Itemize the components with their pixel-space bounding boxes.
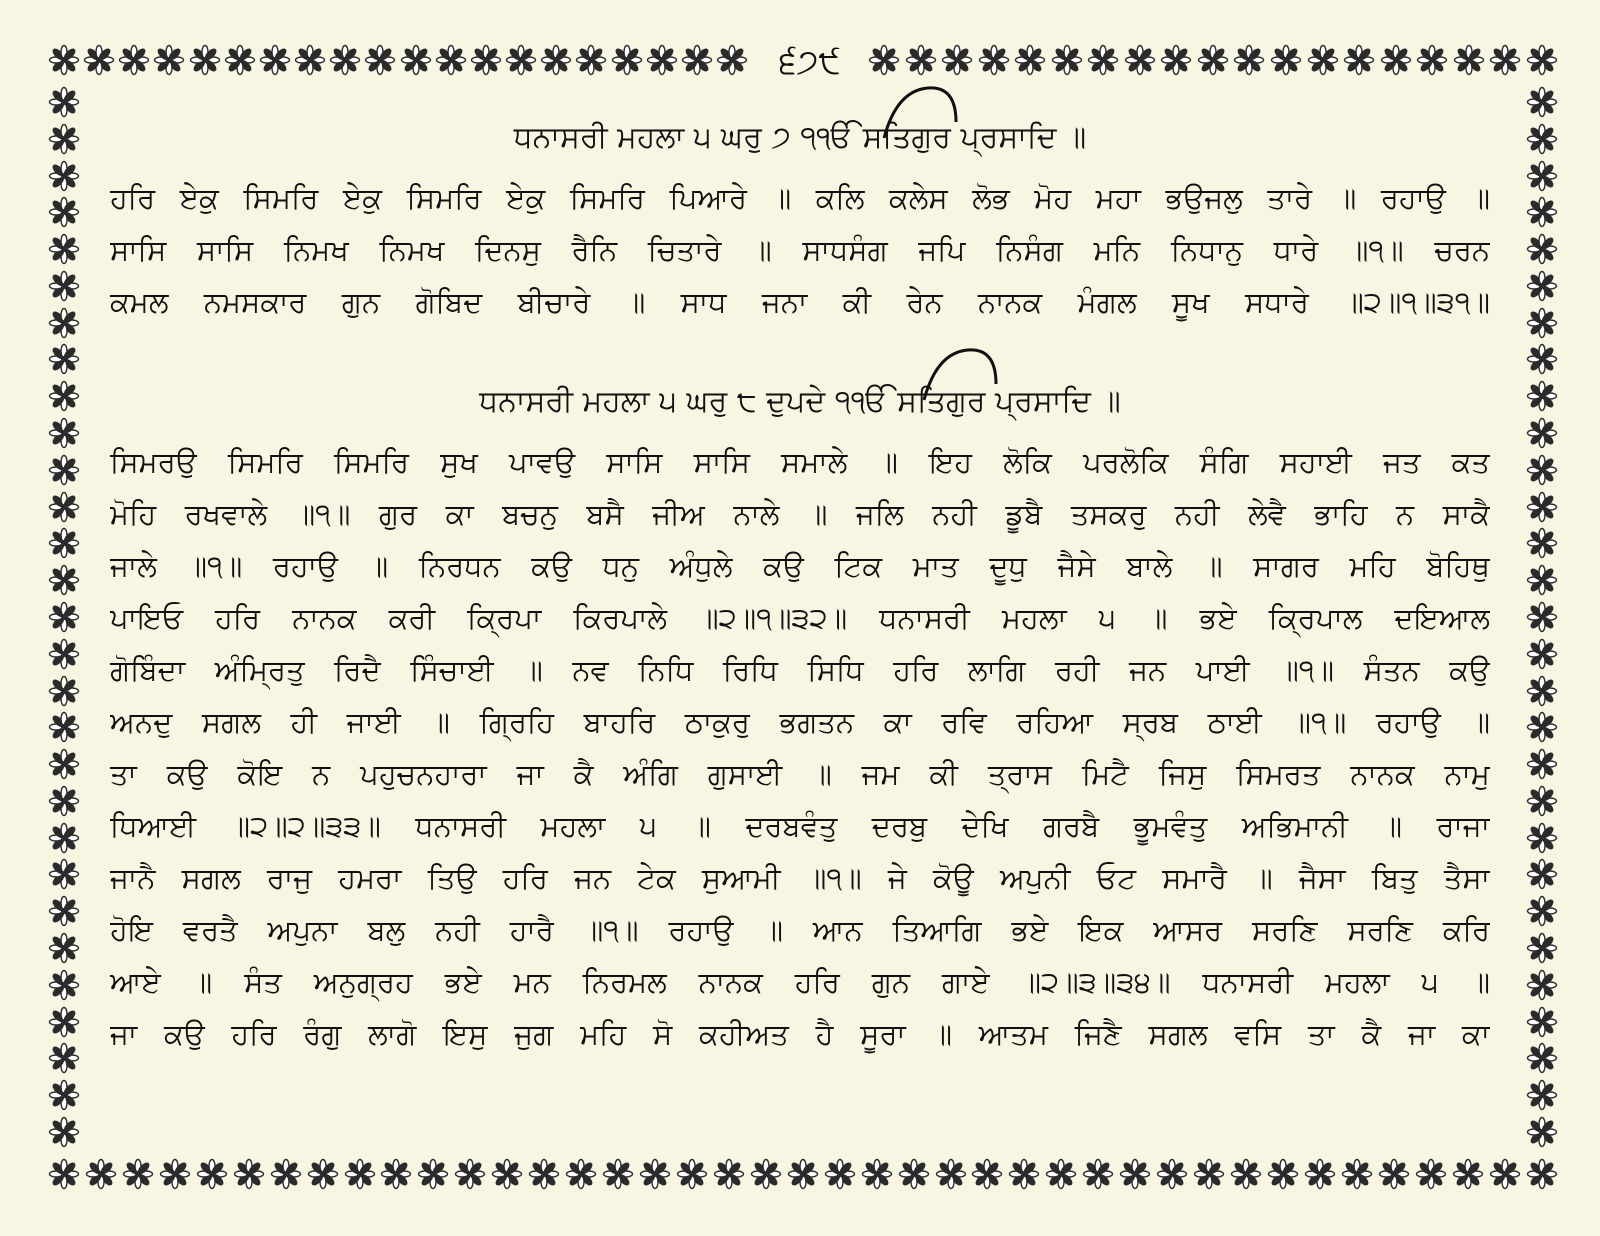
floral-border-icon: [1526, 491, 1558, 523]
floral-border-icon: [48, 86, 80, 118]
floral-border-icon: [602, 1158, 634, 1190]
floral-border-icon: [83, 44, 115, 76]
floral-border-icon: [1526, 1158, 1558, 1190]
border-left: [48, 86, 80, 1148]
floral-border-icon: [1526, 1079, 1558, 1111]
floral-border-icon: [824, 1158, 856, 1190]
floral-border-icon: [1526, 454, 1558, 486]
floral-border-icon: [1526, 822, 1558, 854]
floral-border-icon: [118, 44, 150, 76]
floral-border-icon: [1087, 44, 1119, 76]
floral-border-icon: [48, 969, 80, 1001]
floral-border-icon: [611, 44, 643, 76]
floral-border-icon: [48, 638, 80, 670]
section-1-body: [110, 172, 1490, 328]
floral-border-icon: [48, 417, 80, 449]
floral-border-icon: [1526, 270, 1558, 302]
floral-border-icon: [505, 44, 537, 76]
floral-border-icon: [1526, 748, 1558, 780]
border-top-left: [48, 44, 748, 76]
floral-border-icon: [1526, 675, 1558, 707]
floral-border-icon: [294, 44, 326, 76]
floral-border-icon: [48, 196, 80, 228]
floral-border-icon: [1156, 1158, 1188, 1190]
floral-border-icon: [1526, 895, 1558, 927]
floral-border-icon: [1526, 160, 1558, 192]
floral-border-icon: [540, 44, 572, 76]
floral-border-icon: [48, 527, 80, 559]
floral-border-icon: [565, 1158, 597, 1190]
floral-border-icon: [941, 44, 973, 76]
floral-border-icon: [1008, 1158, 1040, 1190]
section-2-body: [110, 436, 1490, 1060]
floral-border-icon: [417, 1158, 449, 1190]
floral-border-icon: [898, 1158, 930, 1190]
verse-line: ਜਾ ਕਉ ਹਰਿ ਰੰਗੁ ਲਾਗੋ ਇਸੁ ਜੁਗ ਮਹਿ ਸੋ ਕਹੀਅਤ ਹੈ ਸੂਰਾ ॥ ਆਤਮ ਜਿਣੈ ਸਗਲ ਵਸਿ ਤਾ ਕੈ ਜਾ ਕਾ: [110, 1017, 1490, 1051]
verse-line: ਗੋਬਿੰਦਾ ਅੰਮ੍ਰਿਤੁ ਰਿਦੈ ਸਿੰਚਾਈ ॥ ਨਵ ਨਿਧਿ ਰਿਧਿ ਸਿਧਿ ਹਰਿ ਲਾਗਿ ਰਹੀ ਜਨ ਪਾਈ ॥੧॥ ਸੰਤਨ ਕਉ: [110, 653, 1490, 687]
floral-border-icon: [48, 307, 80, 339]
floral-border-icon: [1526, 932, 1558, 964]
floral-border-icon: [48, 454, 80, 486]
floral-border-icon: [48, 711, 80, 743]
floral-border-icon: [1341, 1158, 1373, 1190]
floral-border-icon: [153, 44, 185, 76]
floral-border-icon: [787, 1158, 819, 1190]
floral-border-icon: [1526, 417, 1558, 449]
floral-border-icon: [196, 1158, 228, 1190]
floral-border-icon: [48, 44, 80, 76]
floral-border-icon: [861, 1158, 893, 1190]
floral-border-icon: [1160, 44, 1192, 76]
verse-line: ਤਾ ਕਉ ਕੋਇ ਨ ਪਹੁਚਨਹਾਰਾ ਜਾ ਕੈ ਅੰਗਿ ਗੁਸਾਈ ॥ ਜਮ ਕੀ ਤ੍ਰਾਸ ਮਿਟੈ ਜਿਸੁ ਸਿਮਰਤ ਨਾਨਕ ਨਾਮੁ: [110, 757, 1490, 791]
floral-border-icon: [1119, 1158, 1151, 1190]
floral-border-icon: [470, 44, 502, 76]
floral-border-icon: [1526, 233, 1558, 265]
floral-border-icon: [1378, 1158, 1410, 1190]
floral-border-icon: [48, 858, 80, 890]
floral-border-icon: [1014, 44, 1046, 76]
floral-border-icon: [307, 1158, 339, 1190]
floral-border-icon: [48, 491, 80, 523]
floral-border-icon: [48, 1079, 80, 1111]
floral-border-icon: [1193, 1158, 1225, 1190]
verse-line: ਸਿਮਰਉ ਸਿਮਰਿ ਸਿਮਰਿ ਸੁਖ ਪਾਵਉ ਸਾਸਿ ਸਾਸਿ ਸਮਾਲੇ ॥ ਇਹ ਲੋਕਿ ਪਰਲੋਕਿ ਸੰਗਿ ਸਹਾਈ ਜਤ ਕਤ: [110, 445, 1490, 479]
floral-border-icon: [750, 1158, 782, 1190]
floral-border-icon: [1526, 1042, 1558, 1074]
floral-border-icon: [1526, 638, 1558, 670]
section-1-heading: ਧਨਾਸਰੀ ਮਹਲਾ ੫ ਘਰੁ ੭ ੧ੴ ਸਤਿਗੁਰ ਪ੍ਰਸਾਦਿ ॥: [513, 120, 1087, 155]
floral-border-icon: [681, 44, 713, 76]
floral-border-icon: [1526, 196, 1558, 228]
border-top-right: [868, 44, 1558, 76]
floral-border-icon: [48, 1158, 80, 1190]
floral-border-icon: [1197, 44, 1229, 76]
floral-border-icon: [1526, 1116, 1558, 1148]
verse-line: ਸਾਸਿ ਸਾਸਿ ਨਿਮਖ ਨਿਮਖ ਦਿਨਸੁ ਰੈਨਿ ਚਿਤਾਰੇ ॥ ਸਾਧਸੰਗ ਜਪਿ ਨਿਸੰਗ ਮਨਿ ਨਿਧਾਨੁ ਧਾਰੇ ॥੧॥ ਚਰਨ: [110, 233, 1490, 267]
floral-border-icon: [1526, 44, 1558, 76]
floral-border-icon: [48, 1116, 80, 1148]
floral-border-icon: [639, 1158, 671, 1190]
verse-line: ਅਨਦੁ ਸਗਲ ਹੀ ਜਾਈ ॥ ਗ੍ਰਿਹਿ ਬਾਹਰਿ ਠਾਕੁਰੁ ਭਗਤਨ ਕਾ ਰਵਿ ਰਹਿਆ ਸ੍ਰਬ ਠਾਈ ॥੧॥ ਰਹਾਉ ॥: [110, 705, 1490, 739]
floral-border-icon: [48, 675, 80, 707]
floral-border-icon: [224, 44, 256, 76]
floral-border-icon: [1453, 44, 1485, 76]
floral-border-icon: [1489, 44, 1521, 76]
section-2-heading: ਧਨਾਸਰੀ ਮਹਲਾ ੫ ਘਰੁ ੮ ਦੁਪਦੇ ੧ੴ ਸਤਿਗੁਰ ਪ੍ਰਸਾਦਿ ॥: [479, 384, 1121, 419]
floral-border-icon: [48, 1006, 80, 1038]
floral-border-icon: [1270, 44, 1302, 76]
verse-line: ਪਾਇਓ ਹਰਿ ਨਾਨਕ ਕਰੀ ਕ੍ਰਿਪਾ ਕਿਰਪਾਲੇ ॥੨॥੧॥੩੨॥ ਧਨਾਸਰੀ ਮਹਲਾ ੫ ॥ ਭਏ ਕ੍ਰਿਪਾਲ ਦਇਆਲ: [110, 601, 1490, 635]
floral-border-icon: [716, 44, 748, 76]
floral-border-icon: [48, 343, 80, 375]
floral-border-icon: [1045, 1158, 1077, 1190]
floral-border-icon: [1416, 44, 1448, 76]
floral-border-icon: [971, 1158, 1003, 1190]
verse-line: ਧਿਆਈ ॥੨॥੨॥੩੩॥ ਧਨਾਸਰੀ ਮਹਲਾ ੫ ॥ ਦਰਬਵੰਤੁ ਦਰਬੁ ਦੇਖਿ ਗਰਬੈ ਭੂਮਵੰਤੁ ਅਭਿਮਾਨੀ ॥ ਰਾਜਾ: [110, 809, 1490, 843]
floral-border-icon: [48, 895, 80, 927]
page-number: ੬੭੯: [779, 42, 841, 82]
verse-line: ਜਾਲੇ ॥੧॥ ਰਹਾਉ ॥ ਨਿਰਧਨ ਕਉ ਧਨੁ ਅੰਧੁਲੇ ਕਉ ਟਿਕ ਮਾਤ ਦੂਧੁ ਜੈਸੇ ਬਾਲੇ ॥ ਸਾਗਰ ਮਹਿ ਬੋਹਿਥੁ: [110, 549, 1490, 583]
floral-border-icon: [1526, 527, 1558, 559]
floral-border-icon: [48, 270, 80, 302]
floral-border-icon: [868, 44, 900, 76]
floral-border-icon: [435, 44, 467, 76]
verse-line: ਆਏ ॥ ਸੰਤ ਅਨੁਗ੍ਰਹ ਭਏ ਮਨ ਨਿਰਮਲ ਨਾਨਕ ਹਰਿ ਗੁਨ ਗਾਏ ॥੨॥੩॥੩੪॥ ਧਨਾਸਰੀ ਮਹਲਾ ੫ ॥: [110, 965, 1490, 999]
border-right: [1526, 86, 1558, 1148]
verse-line: ਮੋਹਿ ਰਖਵਾਲੇ ॥੧॥ ਗੁਰ ਕਾ ਬਚਨੁ ਬਸੈ ਜੀਅ ਨਾਲੇ ॥ ਜਲਿ ਨਹੀ ਡੂਬੈ ਤਸਕਰੁ ਨਹੀ ਲੇਵੈ ਭਾਹਿ ਨ ਸਾਕੈ: [110, 497, 1490, 531]
floral-border-icon: [676, 1158, 708, 1190]
floral-border-icon: [48, 785, 80, 817]
floral-border-icon: [122, 1158, 154, 1190]
floral-border-icon: [1380, 44, 1412, 76]
floral-border-icon: [400, 44, 432, 76]
floral-border-icon: [1526, 711, 1558, 743]
floral-border-icon: [48, 932, 80, 964]
floral-border-icon: [1051, 44, 1083, 76]
floral-border-icon: [1082, 1158, 1114, 1190]
floral-border-icon: [1124, 44, 1156, 76]
floral-border-icon: [528, 1158, 560, 1190]
floral-border-icon: [1526, 564, 1558, 596]
verse-line: ਹੋਇ ਵਰਤੈ ਅਪੁਨਾ ਬਲੁ ਨਹੀ ਹਾਰੈ ॥੧॥ ਰਹਾਉ ॥ ਆਨ ਤਿਆਗਿ ਭਏ ਇਕ ਆਸਰ ਸਰਣਿ ਸਰਣਿ ਕਰਿ: [110, 913, 1490, 947]
verse-line: ਜਾਨੈ ਸਗਲ ਰਾਜੁ ਹਮਰਾ ਤਿਉ ਹਰਿ ਜਨ ਟੇਕ ਸੁਆਮੀ ॥੧॥ ਜੇ ਕੋਊ ਅਪੁਨੀ ਓਟ ਸਮਾਰੈ ॥ ਜੈਸਾ ਬਿਤੁ ਤੈਸਾ: [110, 861, 1490, 895]
floral-border-icon: [935, 1158, 967, 1190]
floral-border-icon: [259, 44, 291, 76]
floral-border-icon: [48, 233, 80, 265]
floral-border-icon: [1304, 1158, 1336, 1190]
floral-border-icon: [713, 1158, 745, 1190]
floral-border-icon: [270, 1158, 302, 1190]
floral-border-icon: [1230, 1158, 1262, 1190]
floral-border-icon: [1526, 858, 1558, 890]
floral-border-icon: [233, 1158, 265, 1190]
floral-border-icon: [48, 160, 80, 192]
verse-line: ਹਰਿ ਏਕੁ ਸਿਮਰਿ ਏਕੁ ਸਿਮਰਿ ਏਕੁ ਸਿਮਰਿ ਪਿਆਰੇ ॥ ਕਲਿ ਕਲੇਸ ਲੋਭ ਮੋਹ ਮਹਾ ਭਉਜਲੁ ਤਾਰੇ ॥ ਰਹਾਉ ॥: [110, 181, 1490, 215]
floral-border-icon: [380, 1158, 412, 1190]
floral-border-icon: [329, 44, 361, 76]
floral-border-icon: [1489, 1158, 1521, 1190]
border-bottom: [48, 1158, 1558, 1190]
floral-border-icon: [1526, 343, 1558, 375]
floral-border-icon: [85, 1158, 117, 1190]
floral-border-icon: [905, 44, 937, 76]
floral-border-icon: [1267, 1158, 1299, 1190]
floral-border-icon: [48, 564, 80, 596]
verse-line: ਕਮਲ ਨਮਸਕਾਰ ਗੁਨ ਗੋਬਿਦ ਬੀਚਾਰੇ ॥ ਸਾਧ ਜਨਾ ਕੀ ਰੇਨ ਨਾਨਕ ਮੰਗਲ ਸੂਖ ਸਧਾਰੇ ॥੨॥੧॥੩੧॥: [110, 285, 1490, 319]
floral-border-icon: [1526, 1006, 1558, 1038]
floral-border-icon: [978, 44, 1010, 76]
floral-border-icon: [1526, 969, 1558, 1001]
floral-border-icon: [1526, 785, 1558, 817]
floral-border-icon: [1415, 1158, 1447, 1190]
floral-border-icon: [1526, 307, 1558, 339]
floral-border-icon: [48, 601, 80, 633]
floral-border-icon: [159, 1158, 191, 1190]
floral-border-icon: [646, 44, 678, 76]
floral-border-icon: [1452, 1158, 1484, 1190]
floral-border-icon: [575, 44, 607, 76]
floral-border-icon: [48, 822, 80, 854]
floral-border-icon: [1343, 44, 1375, 76]
floral-border-icon: [189, 44, 221, 76]
floral-border-icon: [48, 1042, 80, 1074]
floral-border-icon: [344, 1158, 376, 1190]
floral-border-icon: [48, 748, 80, 780]
floral-border-icon: [364, 44, 396, 76]
floral-border-icon: [454, 1158, 486, 1190]
floral-border-icon: [1233, 44, 1265, 76]
floral-border-icon: [1526, 86, 1558, 118]
floral-border-icon: [491, 1158, 523, 1190]
floral-border-icon: [1526, 601, 1558, 633]
floral-border-icon: [1307, 44, 1339, 76]
